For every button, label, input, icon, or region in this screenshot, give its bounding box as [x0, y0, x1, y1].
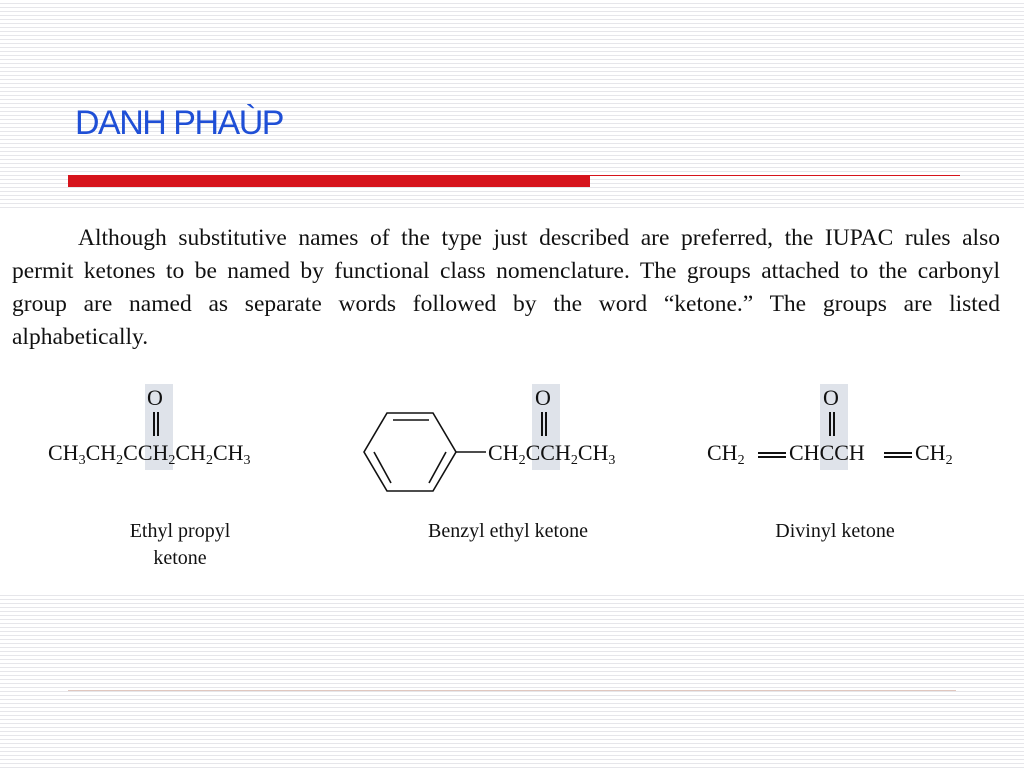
footer-rule — [68, 690, 956, 691]
oxygen-atom: O — [823, 385, 839, 410]
caption-benzyl-ethyl-ketone: Benzyl ethyl ketone — [428, 520, 588, 542]
oxygen-atom: O — [535, 385, 551, 410]
caption-ethyl-propyl-ketone: Ethyl propyl ketone — [129, 520, 231, 569]
title-underline-thin — [590, 175, 960, 176]
double-bond — [829, 412, 835, 436]
double-bond — [153, 412, 159, 436]
formula-vinyl-right: $CH_2$ — [915, 440, 953, 468]
benzene-ring-icon — [360, 404, 488, 498]
body-paragraph: Although substitutive names of the type just described are preferred, the IUPAC rules also permit ketones to be named by functional class nomenclature. The groups attached to the carbonyl group are named as separate words followed by the word “ketone.” The groups are listed alphabetically. — [12, 225, 1000, 350]
title-underline-thick — [68, 175, 590, 187]
double-bond — [541, 412, 547, 436]
slide-title: DANH PHAÙP — [75, 104, 283, 142]
double-bond — [884, 452, 912, 458]
formula-vinyl-left: $CH_2$ — [707, 440, 745, 468]
formula-benzyl-ethyl-ketone: $CH_2CCH_2CH_3$ — [488, 440, 616, 468]
double-bond — [758, 452, 786, 458]
formula-ethyl-propyl-ketone: $CH_3CH_2CCH_2CH_2CH_3$ — [48, 440, 251, 468]
caption-divinyl-ketone: Divinyl ketone — [775, 520, 895, 542]
oxygen-atom: O — [147, 385, 163, 410]
formula-carbonyl-core: CHCCH — [789, 440, 865, 465]
